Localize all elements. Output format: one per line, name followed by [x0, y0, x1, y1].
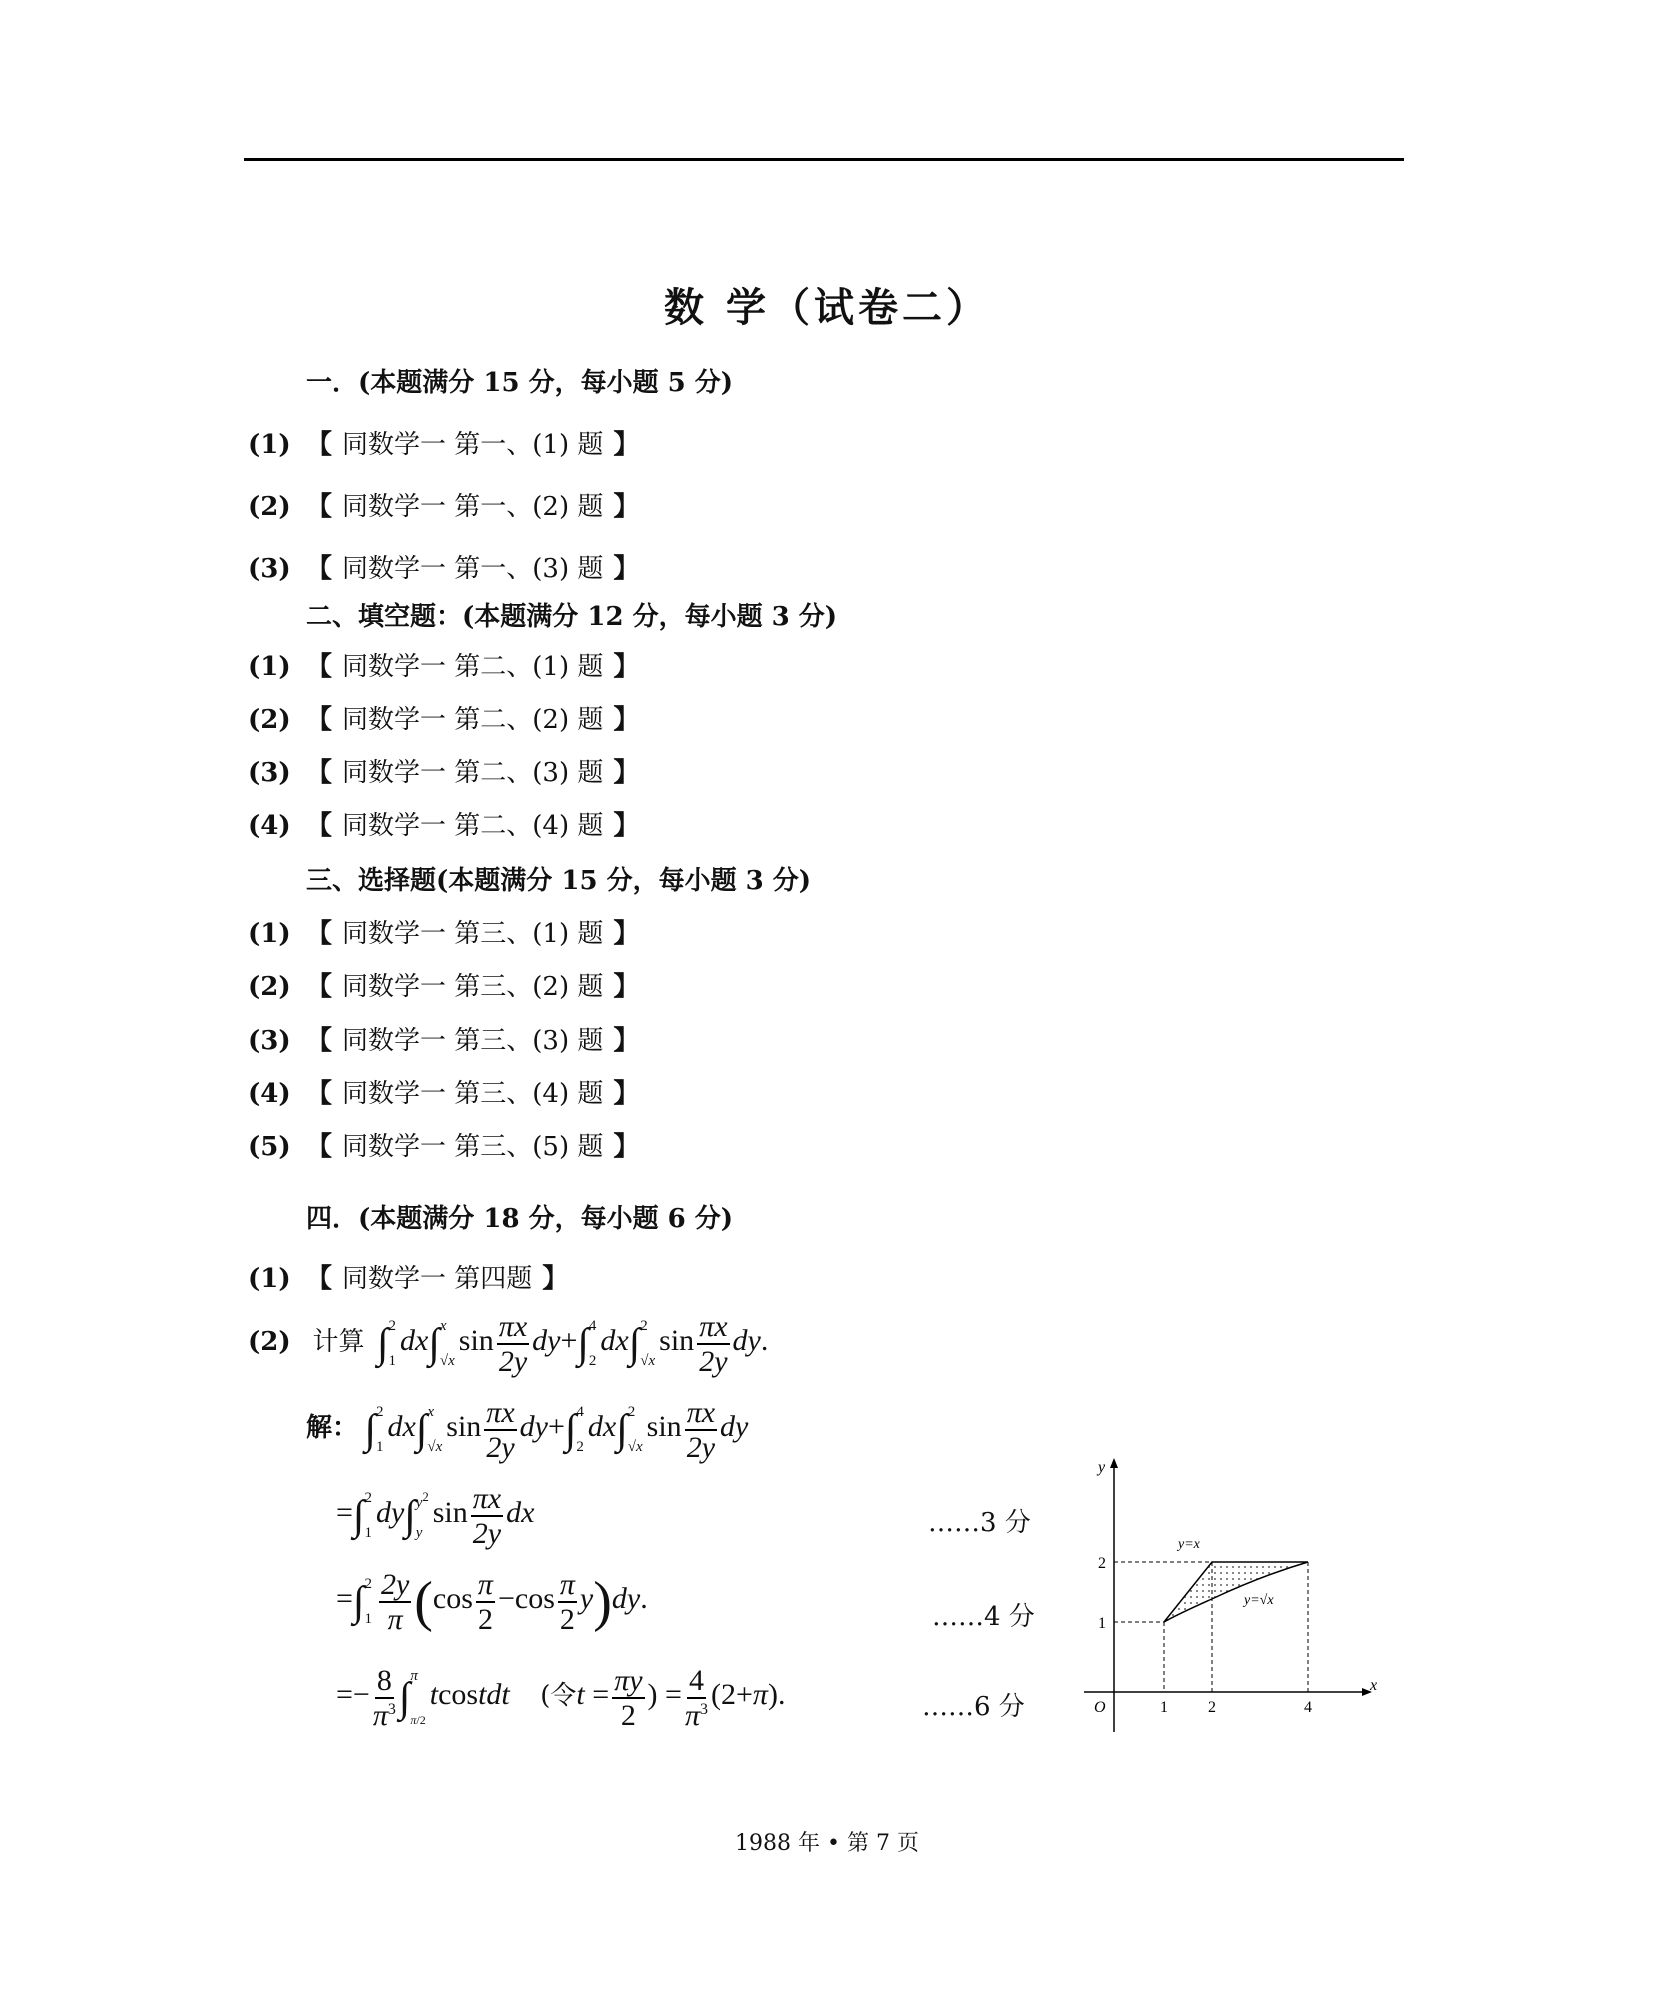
- solution-line-1: 解： ∫ 2 1 dx∫ x √x sin $\frac{\pi x}{2y}$ dy+∫ 4 2 dx∫ 2 √x sin $\frac{\pi x}{2y}$ dy: [306, 1396, 749, 1464]
- item-2-2: (2) 【 同数学一 第二、(2) 题 】: [248, 705, 640, 735]
- origin-label: O: [1094, 1699, 1106, 1716]
- x-tick-4: 4: [1304, 1699, 1312, 1716]
- score-3: ……3 分: [928, 1508, 1031, 1538]
- item-3-3: (3) 【 同数学一 第三、(3) 题 】: [248, 1026, 640, 1056]
- region-graph: [1074, 1450, 1394, 1740]
- solution-line-2: =∫ 2 1 dy∫ $y^2$ y sin $\frac{\pi x}{2y}$ dx: [336, 1482, 535, 1550]
- y-tick-2: 2: [1098, 1555, 1106, 1572]
- item-4-1: (1) 【 同数学一 第四题 】: [248, 1264, 569, 1294]
- header-rule: [244, 158, 1404, 161]
- section-2-heading: 二、填空题：(本题满分 12 分，每小题 3 分): [306, 602, 838, 632]
- section-4-heading: 四．(本题满分 18 分，每小题 6 分): [306, 1204, 734, 1234]
- curve-label-1: y=x: [1178, 1537, 1200, 1552]
- axis-label-y: y: [1098, 1459, 1106, 1476]
- item-1-3: (3) 【 同数学一 第一、(3) 题 】: [248, 554, 640, 584]
- item-3-1: (1) 【 同数学一 第三、(1) 题 】: [248, 919, 640, 949]
- item-2-3: (3) 【 同数学一 第二、(3) 题 】: [248, 758, 640, 788]
- item-1-2: (2) 【 同数学一 第一、(2) 题 】: [248, 492, 640, 522]
- x-tick-1: 1: [1160, 1699, 1168, 1716]
- item-1-1: (1) 【 同数学一 第一、(1) 题 】: [248, 430, 640, 460]
- y-axis-arrow: [1110, 1458, 1118, 1468]
- item-3-4: (4) 【 同数学一 第三、(4) 题 】: [248, 1079, 640, 1109]
- y-tick-1: 1: [1098, 1615, 1106, 1632]
- section-1-heading: 一．(本题满分 15 分，每小题 5 分): [306, 368, 734, 398]
- item-2-4: (4) 【 同数学一 第二、(4) 题 】: [248, 811, 640, 841]
- shaded-region: [1164, 1562, 1308, 1622]
- solution-line-3: =∫ 2 1 $\frac{2y}{\pi}$ (cos $\frac{\pi}{2}$ −cos $\frac{\pi}{2}$ y)dy.: [336, 1568, 648, 1636]
- item-3-2: (2) 【 同数学一 第三、(2) 题 】: [248, 972, 640, 1002]
- score-6: ……6 分: [922, 1692, 1025, 1722]
- problem-2-statement: (2) 计算 ∫ 2 1 dx∫ x √x sin $\frac{\pi x}{2y}$ dy+∫ 4 2 dx∫ 2 √x sin $\frac{\pi x}{2y}$ dy.: [248, 1310, 769, 1378]
- item-3-5: (5) 【 同数学一 第三、(5) 题 】: [248, 1132, 640, 1162]
- solution-line-4: =− $\frac{8}{\pi^3}$ ∫ π π/2 tcostdt (令t = $\frac{\pi y}{2}$ ) = $\frac{4}{\pi^3}$ (2+π).: [336, 1664, 786, 1732]
- page-footer: 1988 年 • 第 7 页: [735, 1831, 919, 1856]
- section-3-heading: 三、选择题(本题满分 15 分，每小题 3 分): [306, 866, 812, 896]
- item-2-1: (1) 【 同数学一 第二、(1) 题 】: [248, 652, 640, 682]
- axis-label-x: x: [1370, 1677, 1378, 1694]
- x-tick-2: 2: [1208, 1699, 1216, 1716]
- curve-label-2: y=√x: [1244, 1593, 1274, 1608]
- score-4: ……4 分: [932, 1602, 1035, 1632]
- page-title: 数 学（试卷二）: [664, 284, 990, 331]
